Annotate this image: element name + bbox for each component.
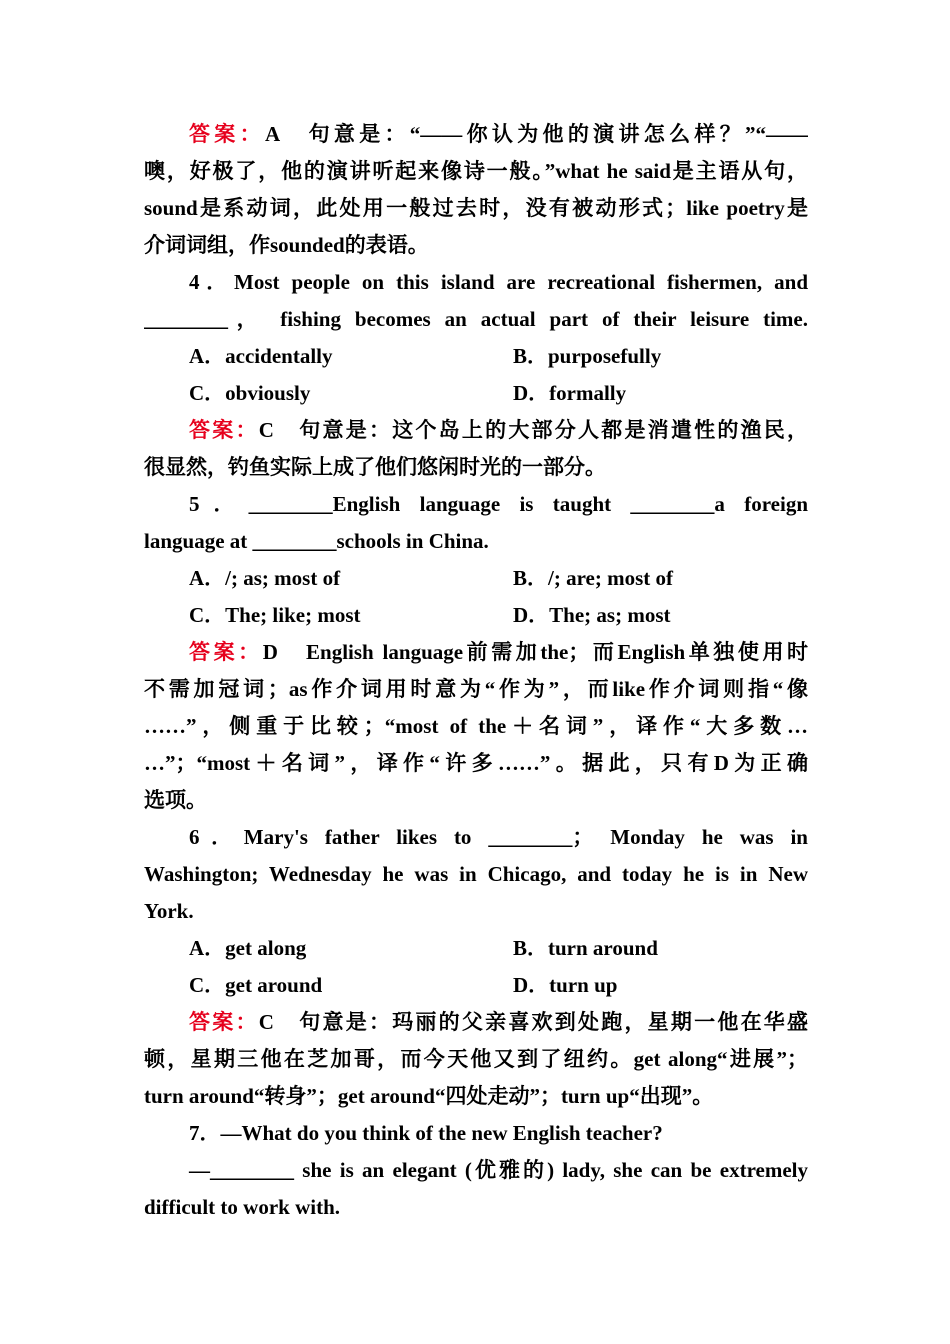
- q3-answer-line: sound是系动词，此处用一般过去时，没有被动形式；like poetry是: [144, 196, 808, 220]
- answer-text: 句意是：玛丽的父亲喜欢到处跑，星期一他在华盛: [273, 1010, 808, 1034]
- q6-stem-line: 6．Mary's father likes to ________； Monday he was in: [189, 825, 808, 849]
- option-a: A．/; as; most of: [189, 566, 341, 590]
- option-d: D．turn up: [513, 973, 618, 997]
- q5-answer-line: 选项。: [144, 788, 207, 812]
- document-content: [144, 116, 808, 1226]
- q7-stem-line: 7．—What do you think of the new English teacher?: [189, 1121, 663, 1145]
- answer-text: 句意是：“——你认为他的演讲怎么样？”“——: [278, 122, 808, 146]
- q3-answer-line: 噢，好极了，他的演讲听起来像诗一般。”what he said是主语从句，: [144, 159, 808, 183]
- q5-option-row: [144, 560, 808, 597]
- answer-text: 句意是：这个岛上的大部分人都是消遣性的渔民，: [273, 418, 808, 442]
- q5-answer-line: ……”，侧重于比较；“most of the＋名词”，译作“大多数…: [144, 714, 808, 738]
- q4-answer-line: 很显然，钓鱼实际上成了他们悠闲时光的一部分。: [144, 455, 606, 479]
- q5-stem-line: language at ________schools in China.: [144, 529, 489, 553]
- q3-answer-line: 介词词组，作sounded的表语。: [144, 233, 429, 257]
- q6-option-row: [144, 967, 808, 1004]
- answer-text: English language前需加the；而English单独使用时: [277, 640, 808, 664]
- q4-option-row: [144, 375, 808, 412]
- q5-stem-line: 5．________English language is taught ________a foreign: [189, 492, 808, 516]
- answer-letter: A: [264, 122, 279, 146]
- q6-option-row: [144, 930, 808, 967]
- answer-label: 答案：: [189, 122, 265, 146]
- answer-label: 答案：: [189, 1010, 259, 1034]
- option-a: A．get along: [189, 936, 307, 960]
- answer-label: 答案：: [189, 418, 259, 442]
- option-a: A．accidentally: [189, 344, 333, 368]
- answer-label: 答案：: [189, 640, 263, 664]
- option-d: D．The; as; most: [513, 603, 671, 627]
- q7-stem-line: —________ she is an elegant (优雅的) lady, she can be extremely: [189, 1158, 808, 1182]
- option-b: B．turn around: [513, 936, 658, 960]
- q6-stem-line: Washington; Wednesday he was in Chicago, and today he is in New: [144, 862, 808, 886]
- q6-answer-line: 顿，星期三他在芝加哥，而今天他又到了纽约。get along“进展”；: [144, 1047, 808, 1071]
- option-b: B．/; are; most of: [513, 566, 673, 590]
- option-d: D．formally: [513, 381, 627, 405]
- q7-stem-line: difficult to work with.: [144, 1195, 340, 1219]
- q5-answer-line: [144, 634, 808, 671]
- q3-answer-line: [144, 116, 808, 153]
- q4-stem-line: ________， fishing becomes an actual part of their leisure time.: [144, 307, 808, 331]
- q6-answer-line: turn around“转身”；get around“四处走动”；turn up“出现”。: [144, 1084, 714, 1108]
- option-c: C．The; like; most: [189, 603, 361, 627]
- option-c: C．get around: [189, 973, 323, 997]
- q5-answer-line: …”；“most＋名词”，译作“许多……”。据此，只有D为正确: [144, 751, 808, 775]
- answer-letter: C: [258, 1010, 274, 1034]
- answer-letter: C: [258, 418, 274, 442]
- answer-letter: D: [262, 640, 278, 664]
- q4-answer-line: [144, 412, 808, 449]
- q4-option-row: [144, 338, 808, 375]
- q5-answer-line: 不需加冠词；as作介词用时意为“作为”，而like作介词则指“像: [144, 677, 808, 701]
- option-c: C．obviously: [189, 381, 311, 405]
- q5-option-row: [144, 597, 808, 634]
- q4-stem-line: 4．Most people on this island are recreational fishermen, and: [189, 270, 808, 294]
- q6-stem-line: York.: [144, 899, 194, 923]
- q6-answer-line: [144, 1004, 808, 1041]
- option-b: B．purposefully: [513, 344, 662, 368]
